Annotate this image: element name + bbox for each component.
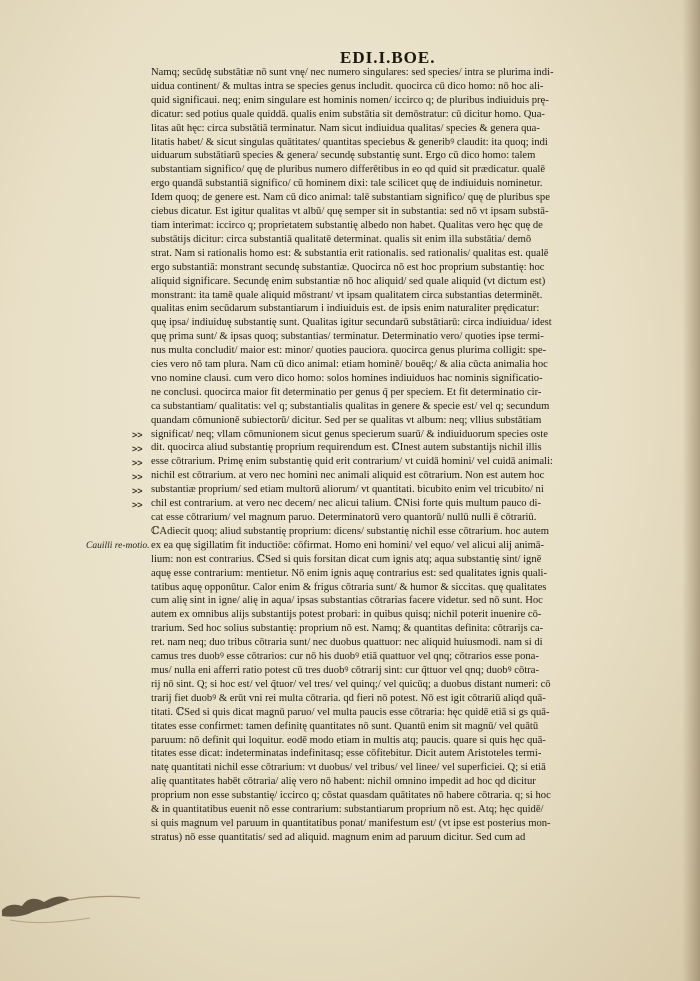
- text-line: ergo quandā substantiā significo/ cū hominem dixi: tale scilicet quę de indiuiduis nominetur.: [151, 178, 543, 190]
- text-line: uidua continent/ & multas intra se species genus includit. quocirca cū dico homo: nō hoc ali-: [151, 80, 544, 92]
- text-line: stratus) nō esse quantitatis/ sed ad aliquid. magnum enim ad paruum dicitur. Sed cum ad: [151, 831, 526, 843]
- text-line: camus tres duobꝰ esse cōtrarios: cur nō his duobꝰ etiā quattuor vel qnq; cōtrarios esse pona-: [151, 651, 539, 663]
- text-line: esse cōtrarium. Primę enim substantię quid erit contrarium/ vt cuidā homini/ vel cuidā animali:: [151, 456, 553, 468]
- text-line: cies vero nō tam plura. Nam cū dico animal: etiam hominē/ bouēq;/ & alia cūcta animalia hoc: [151, 359, 548, 371]
- gutter-quote-mark: >>: [132, 430, 143, 440]
- text-line: titates esse dicat: indeterminatas indefinitasq; esse cōfitebitur. Dicit autem Aristoteles termi-: [151, 748, 542, 760]
- text-line: substātijs dicitur: circa substantiā qualitatē determinat. qualis sit enim illa substātia/ demō: [151, 233, 532, 245]
- text-line: tiam interimat: iccirco q; proprietatem substantię albedo non habet. Qualitas vero hęc quę de: [151, 219, 543, 231]
- text-line: chil est contrarium. at vero nec decem/ nec alicui talium. ℂNisi forte quis multum pauco di-: [151, 498, 541, 510]
- text-line: si quis magnum vel paruum in quantitatibus ponat/ manifestum est/ (vt ipse est posterius mon-: [151, 817, 551, 829]
- text-line: ca substantiam/ qualitatis: vel q; substantialis qualitas in genere & specie est/ vel q; secundum: [151, 400, 550, 412]
- margin-note: Cauilli re-motio.: [86, 541, 150, 551]
- text-line: litas aūt hęc: circa substātiā terminatur. Nam sicut indiuidua qualitas/ species & genera qua-: [151, 122, 540, 134]
- text-line: quid significaui. neq; enim singulare est hominis nomen/ iccirco q; de pluribus indiuiduis prę-: [151, 94, 549, 106]
- text-line: ergo substantiā: monstrant secundę substantiæ. Quocirca nō est hoc proprium substantię: hoc: [151, 261, 545, 273]
- ink-stain: [0, 880, 150, 930]
- text-line: qualitas enim secūdarum substantiarum i indiuiduis est. de ipsis enim naturaliter prędicatur:: [151, 303, 540, 315]
- text-line: cum alię sint in igne/ alię in aqua/ ipsas substantias cōtrarias facere videtur. sed nō sunt. Hoc: [151, 595, 543, 607]
- text-line: vno nomine clausi. cum vero dico homo: solos homines indiuiduos hac nominis significatio-: [151, 372, 543, 384]
- text-line: trarij fiet duobꝰ & erūt vni rei multa cōtraria. qd fieri nō potest. Nō est igit cōtrariū aliqd quā-: [151, 692, 546, 704]
- text-line: dit. quocirca aliud substantię proprium requirendum est. ℂInest autem substantijs nichil illis: [151, 442, 542, 454]
- text-line: titati. ℂSed si quis dicat magnū paruo/ vel multa paucis esse cōtraria: hęc quidē etiā si gs quā-: [151, 706, 550, 718]
- text-line: ex ea quę sigillatim fit inductiōe: cōfirmat. Homo eni homini/ vel equo/ vel alicui alij animā-: [151, 539, 545, 551]
- gutter-quote-mark: >>: [132, 472, 143, 482]
- text-line: rij nō sint. Q; si hoc est/ vel q̃tuor/ vel tres/ vel quinq;/ vel quicūq; a duobus distant numeri: cō: [151, 678, 551, 690]
- text-line: ciebus dicatur. Est igitur qualitas vt albū/ quę semper sit in substantia: sed nō vt ipsam substā-: [151, 206, 549, 218]
- text-line: Namq; secūdę substātiæ nō sunt vnę/ nec numero singulares: sed species/ intra se plurima indi-: [151, 67, 554, 78]
- text-line: trarium. Sed hoc solius substantię: proprium nō est. Namq; & quantitas definita: cōtrarijs ca-: [151, 623, 544, 635]
- gutter-quote-mark: >>: [132, 458, 143, 468]
- text-line: natę quantitati nichil esse cōtrarium: vt duobus/ vel tribus/ vel linee/ vel superficiei. Q; si etiā: [151, 762, 546, 774]
- text-line: litatis habet/ & sicut singulas quātitates/ quantitas speciebus & generibꝰ claudit: ita quoq; indi: [151, 136, 548, 148]
- text-line: nus multa concludit/ maior est: minor/ quoties pauciora. quocirca genus plurima colligit: spe-: [151, 345, 547, 357]
- text-line: substantiæ proprium/ sed etiam multorū aliorum/ vt quantitati. bicubito enim vel tricubito/ ni: [151, 484, 544, 496]
- text-line: quandam cōmunionē subiectorū/ dicitur. Sed per se qualitas vt album: neq; vllius substātiam: [151, 414, 542, 426]
- text-line: proprium non esse substantię/ iccirco q; cōstat quasdam quātitates nō habere cōtraria. q; si hoc: [151, 790, 551, 802]
- text-line: ne conclusi. quocirca maior fit determinatio per genus q̃ per speciem. Et fit determinatio cir-: [151, 386, 542, 398]
- text-line: monstrant: ita tamē quale aliquid mōstrant/ vt ipsam qualitatem circa substantias determinēt.: [151, 289, 543, 301]
- main-text-block: [151, 66, 681, 845]
- gutter-quote-mark: >>: [132, 500, 143, 510]
- text-line: nichil est cōtrarium. at vero nec homini nec animali aliquid est cōtrarium. Non est autem hoc: [151, 470, 545, 482]
- text-line: mus/ nulla eni afferri ratio potest cū tres duobꝰ cōtrarij sint: cur q̃ttuor vel qnq; duobꝰ cōtra-: [151, 664, 539, 676]
- text-line: Idem quoq; de genere est. Nam cū dico animal: talē substantiam significo/ quę de pluribus spe: [151, 192, 550, 204]
- text-line: autem ex omnibus alijs substantijs potest probari: in quibus quisq; nichil poterit inuenire cō-: [151, 609, 542, 621]
- page-edge-shadow: [682, 0, 700, 981]
- text-line: lium: non est contrarius. ℂSed si quis forsitan dicat cum ignis atq; aqua substantię sint/ ignē: [151, 553, 542, 565]
- text-line: uiduarum substātiarū species & genera/ secundę substantię sunt. Ergo cū dico homo: talem: [151, 150, 536, 162]
- text-line: cat esse cōtrarium/ vel magnum paruo. Determinatorū vero quantorū/ nullū nulli ē cōtrariū.: [151, 512, 537, 523]
- text-line: significat/ neq; vllam cōmunionem sicut genus specierum suarū/ & indiuiduorum species oste: [151, 428, 548, 440]
- text-line: strat. Nam si rationalis homo est: & substantia erit rationalis. sed rationalis/ qualitas est. qualē: [151, 247, 549, 259]
- text-line: & in quantitatibus euenit nō esse contrarium: substantiarum proprium nō est. Atq; hęc quidē/: [151, 804, 544, 816]
- text-line: titates esse confirmet: tamen definitę quantitates nō sunt. Quantū enim sit magnū/ vel quātū: [151, 720, 539, 732]
- text-line: dicatur: sed potius quale quiddā. qualis enim substātia sit demōstratur: cū dicitur homo. Qua-: [151, 108, 545, 120]
- text-line: aquę esse contrarium: mentietur. Nō enim ignis aquę contrarius est: sed qualitates ignis quali-: [151, 567, 547, 579]
- text-line: paruum: nō definit qui loquitur. eodē modo etiam in multis atq; paucis. quare si quis hęc quā-: [151, 734, 546, 746]
- gutter-quote-mark: >>: [132, 444, 143, 454]
- running-header: EDI.I.BOE.: [340, 48, 436, 67]
- text-line: ℂAdiecit quoq; aliud substantię proprium: dicens/ substantię nichil esse cōtrarium. hoc autem: [151, 525, 549, 537]
- text-line: substantiam significo/ quę de pluribus numero differētibus in eo qd quid sit prædicatur. qualē: [151, 164, 546, 176]
- gutter-quote-mark: >>: [132, 486, 143, 496]
- text-line: aliquid significare. Secundę enim substantiæ nō hoc aliquid/ sed quale aliquid (vt dictum est): [151, 275, 546, 287]
- text-line: ret. nam neq; duo tribus cōtraria sunt/ nec duobus quattuor: nec aliquid huiusmodi. nam si di: [151, 637, 543, 649]
- text-line: quę prima sunt/ & ipsas quoq; substantias/ terminatur. Determinatio vero/ quoties ipse termi-: [151, 331, 544, 343]
- text-line: quę ipsa/ indiuiduę substantię sunt. Qualitas igitur secundarū substātiarū: circa indiuidua/ idest: [151, 317, 552, 329]
- text-line: tatibus aquę opponūtur. Calor enim & frigus cōtraria sunt/ & humor & siccitas. quę qualitates: [151, 581, 547, 593]
- text-line: alię quantitates habēt cōtraria/ alię vero nō habent: nichil omnino impedit ad hoc qd dicitur: [151, 776, 536, 788]
